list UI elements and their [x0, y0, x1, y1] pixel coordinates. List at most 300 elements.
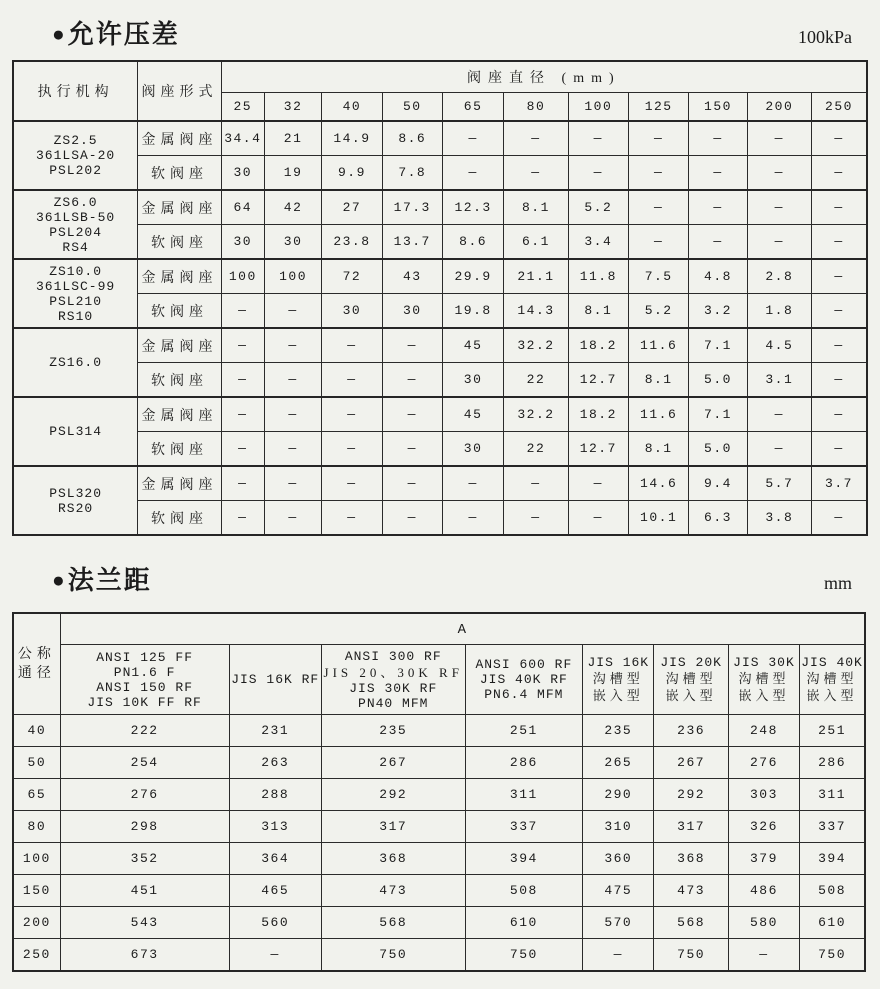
nominal-diameter-cell: 250 — [13, 939, 60, 972]
pressure-value-cell: — — [504, 466, 568, 501]
actuator-model-label: RS4 — [62, 239, 89, 255]
size-column-header: 40 — [322, 93, 382, 122]
flange-standard-label: JIS 20K — [660, 655, 722, 670]
flange-table-head — [13, 613, 865, 715]
pressure-value-cell: — — [812, 432, 867, 467]
pressure-value-cell: 18.2 — [568, 328, 628, 363]
flange-standard-label: PN6.4 MFM — [484, 687, 564, 702]
flange-distance-cell: 317 — [321, 811, 465, 843]
flange-distance-cell: 394 — [800, 843, 865, 875]
flange-distance-cell: 508 — [800, 875, 865, 907]
seat-type-cell: 软阀座 — [138, 363, 221, 398]
pressure-value-cell: 8.1 — [504, 190, 568, 225]
actuator-model-label: ZS6.0 — [53, 194, 98, 210]
flange-distance-cell: 337 — [800, 811, 865, 843]
pressure-value-cell: 3.2 — [689, 294, 747, 329]
nominal-diameter-label: 通径 — [17, 666, 56, 681]
pressure-value-cell: 14.6 — [628, 466, 688, 501]
nominal-diameter-header — [13, 613, 60, 715]
flange-standard-label: 沟槽型 — [738, 671, 790, 686]
flange-standard-label: 嵌入型 — [806, 688, 858, 703]
flange-standard-label: ANSI 600 RF — [475, 657, 573, 672]
size-column-header: 65 — [442, 93, 503, 122]
actuator-model-label: 361LSC-99 — [36, 278, 116, 294]
flange-distance-cell: 352 — [60, 843, 229, 875]
flange-standard-label: 沟槽型 — [806, 671, 858, 686]
pressure-value-cell: — — [812, 328, 867, 363]
pressure-value-cell: 21.1 — [504, 259, 568, 294]
table-row — [13, 939, 865, 972]
flange-table-body — [13, 715, 865, 972]
pressure-value-cell: — — [322, 501, 382, 536]
pressure-value-cell: — — [628, 156, 688, 191]
flange-standard-label: JIS 16K — [587, 655, 650, 670]
flange-distance-cell: 303 — [728, 779, 799, 811]
flange-distance-cell: 290 — [583, 779, 654, 811]
seat-type-cell: 软阀座 — [138, 225, 221, 260]
pressure-value-cell: — — [442, 466, 503, 501]
actuator-model-label: RS20 — [58, 500, 94, 516]
pressure-value-cell: 8.1 — [628, 432, 688, 467]
pressure-value-cell: 22 — [504, 363, 568, 398]
pressure-value-cell: — — [747, 190, 811, 225]
pressure-value-cell: — — [221, 397, 264, 432]
flange-standard-label: JIS 10K FF RF — [87, 694, 202, 710]
flange-distance-cell: 263 — [229, 747, 321, 779]
pressure-value-cell: — — [628, 121, 688, 156]
pressure-value-cell: 27 — [322, 190, 382, 225]
flange-distance-table — [12, 612, 866, 972]
flange-distance-cell: 364 — [229, 843, 321, 875]
actuator-model-label: 361LSA-20 — [36, 148, 116, 163]
pressure-value-cell: 3.7 — [812, 466, 867, 501]
flange-distance-cell: 337 — [465, 811, 583, 843]
pressure-value-cell: — — [221, 466, 264, 501]
pressure-value-cell: — — [812, 259, 867, 294]
table-row — [13, 715, 865, 747]
pressure-value-cell: 10.1 — [628, 501, 688, 536]
actuator-model-label: ZS16.0 — [49, 355, 103, 370]
nominal-diameter-cell: 40 — [13, 715, 60, 747]
pressure-value-cell: — — [504, 501, 568, 536]
table-row — [13, 190, 867, 225]
flange-distance-cell: 508 — [465, 875, 583, 907]
pressure-value-cell: — — [382, 466, 442, 501]
pressure-value-cell: 45 — [442, 397, 503, 432]
flange-standard-label: PN40 MFM — [358, 695, 429, 711]
table-row — [13, 811, 865, 843]
pressure-value-cell: 45 — [442, 328, 503, 363]
size-column-header: 80 — [504, 93, 568, 122]
flange-distance-cell: 267 — [321, 747, 465, 779]
flange-distance-cell: 286 — [465, 747, 583, 779]
pressure-value-cell: 30 — [322, 294, 382, 329]
pressure-value-cell: — — [264, 466, 321, 501]
flange-distance-cell: 265 — [583, 747, 654, 779]
flange-standard-column-header — [465, 645, 583, 715]
flange-standard-label: ANSI 125 FF — [96, 649, 194, 665]
bullet-icon: ● — [52, 568, 67, 592]
size-column-header: 32 — [264, 93, 321, 122]
pressure-value-cell: 6.1 — [504, 225, 568, 260]
actuator-model-label: RS10 — [58, 308, 94, 324]
flange-distance-cell: 368 — [654, 843, 728, 875]
flange-distance-cell: 473 — [321, 875, 465, 907]
actuator-cell — [13, 466, 138, 535]
flange-distance-cell: 610 — [800, 907, 865, 939]
seat-type-cell: 金属阀座 — [138, 397, 221, 432]
pressure-value-cell: 30 — [221, 225, 264, 260]
pressure-value-cell: 72 — [322, 259, 382, 294]
flange-distance-cell: 568 — [654, 907, 728, 939]
seat-type-cell: 金属阀座 — [138, 466, 221, 501]
pressure-value-cell: 19 — [264, 156, 321, 191]
pressure-value-cell: 9.4 — [689, 466, 747, 501]
pressure-value-cell: — — [812, 225, 867, 260]
dimension-a-label: A — [457, 622, 468, 638]
seat-type-cell: 金属阀座 — [138, 190, 221, 225]
pressure-value-cell: 7.5 — [628, 259, 688, 294]
seat-type-cell: 金属阀座 — [138, 259, 221, 294]
pressure-value-cell: 5.0 — [689, 363, 747, 398]
actuator-model-label: PSL320 — [49, 485, 103, 501]
pressure-value-cell: — — [322, 466, 382, 501]
pressure-value-cell: — — [221, 328, 264, 363]
flange-distance-cell: 235 — [583, 715, 654, 747]
pressure-value-cell: — — [504, 121, 568, 156]
pressure-section-title — [52, 14, 180, 51]
pressure-table-body — [13, 121, 867, 535]
pressure-value-cell: 29.9 — [442, 259, 503, 294]
table-row — [13, 328, 867, 363]
pressure-value-cell: — — [747, 432, 811, 467]
table-row — [13, 466, 867, 501]
pressure-value-cell: — — [264, 397, 321, 432]
flange-distance-cell: 610 — [465, 907, 583, 939]
pressure-unit-label: 100kPa — [798, 27, 852, 47]
pressure-value-cell: 100 — [221, 259, 264, 294]
allowable-pressure-table — [12, 60, 868, 536]
pressure-value-cell: — — [322, 363, 382, 398]
pressure-value-cell: — — [264, 294, 321, 329]
flange-standard-label: PN1.6 F — [113, 664, 176, 680]
pressure-value-cell: — — [628, 190, 688, 225]
pressure-value-cell: 32.2 — [504, 397, 568, 432]
table-row — [13, 363, 867, 398]
flange-distance-cell: 248 — [728, 715, 799, 747]
flange-distance-cell: 473 — [654, 875, 728, 907]
bullet-icon: ● — [52, 22, 67, 46]
seat-type-cell: 软阀座 — [138, 501, 221, 536]
table-row — [13, 875, 865, 907]
size-column-header: 25 — [221, 93, 264, 122]
table-row — [13, 294, 867, 329]
flange-distance-cell: 231 — [229, 715, 321, 747]
size-column-header: 125 — [628, 93, 688, 122]
pressure-value-cell: — — [264, 501, 321, 536]
flange-distance-cell: — — [583, 939, 654, 972]
pressure-value-cell: 14.3 — [504, 294, 568, 329]
pressure-value-cell: — — [504, 156, 568, 191]
flange-distance-cell: 451 — [60, 875, 229, 907]
nominal-diameter-cell: 200 — [13, 907, 60, 939]
pressure-value-cell: 5.2 — [628, 294, 688, 329]
flange-standard-column-header — [728, 645, 799, 715]
section-title-text: 允许压差 — [67, 20, 180, 49]
flange-distance-cell: 292 — [321, 779, 465, 811]
flange-section-header — [0, 536, 880, 597]
pressure-value-cell: — — [689, 121, 747, 156]
flange-distance-cell: 543 — [60, 907, 229, 939]
pressure-value-cell: 23.8 — [322, 225, 382, 260]
flange-distance-cell: 750 — [654, 939, 728, 972]
flange-distance-cell: 235 — [321, 715, 465, 747]
pressure-value-cell: — — [382, 432, 442, 467]
pressure-value-cell: 11.6 — [628, 328, 688, 363]
flange-standard-label: 沟槽型 — [665, 671, 717, 686]
flange-standard-label: JIS 30K — [733, 655, 795, 670]
table-row — [13, 779, 865, 811]
pressure-value-cell: 3.8 — [747, 501, 811, 536]
table-row — [13, 259, 867, 294]
flange-standard-column-header — [654, 645, 728, 715]
pressure-value-cell: — — [382, 397, 442, 432]
flange-standard-label: JIS 20、30K RF — [323, 664, 463, 680]
flange-standard-column-header — [583, 645, 654, 715]
pressure-value-cell: — — [747, 156, 811, 191]
table-row — [13, 501, 867, 536]
pressure-value-cell: 9.9 — [322, 156, 382, 191]
pressure-value-cell: — — [264, 363, 321, 398]
flange-distance-cell: 310 — [583, 811, 654, 843]
table-row — [13, 121, 867, 156]
pressure-value-cell: 21 — [264, 121, 321, 156]
table-row — [13, 225, 867, 260]
size-column-header: 150 — [689, 93, 747, 122]
pressure-value-cell: — — [812, 397, 867, 432]
flange-distance-cell: 379 — [728, 843, 799, 875]
pressure-value-cell: 7.1 — [689, 328, 747, 363]
actuator-cell — [13, 121, 138, 190]
flange-standard-label: 嵌入型 — [665, 688, 717, 703]
seat-type-column-header: 阀座形式 — [138, 61, 221, 121]
pressure-value-cell: — — [322, 432, 382, 467]
nominal-diameter-cell: 80 — [13, 811, 60, 843]
flange-standard-label: JIS 40K RF — [479, 672, 568, 687]
pressure-value-cell: — — [442, 501, 503, 536]
flange-distance-cell: 251 — [465, 715, 583, 747]
dimension-a-header — [60, 613, 865, 645]
table-row — [13, 432, 867, 467]
flange-standard-label: JIS 40K — [801, 655, 863, 670]
table-row — [13, 907, 865, 939]
flange-standard-label: ANSI 150 RF — [96, 679, 194, 695]
pressure-value-cell: 5.2 — [568, 190, 628, 225]
pressure-value-cell: — — [812, 501, 867, 536]
pressure-value-cell: — — [442, 121, 503, 156]
pressure-value-cell: 30 — [442, 363, 503, 398]
flange-standard-column-header — [60, 645, 229, 715]
flange-distance-cell: 394 — [465, 843, 583, 875]
pressure-value-cell: — — [747, 121, 811, 156]
pressure-value-cell: 30 — [264, 225, 321, 260]
pressure-value-cell: 30 — [442, 432, 503, 467]
pressure-value-cell: — — [382, 328, 442, 363]
actuator-cell — [13, 328, 138, 397]
pressure-value-cell: 17.3 — [382, 190, 442, 225]
flange-distance-cell: 570 — [583, 907, 654, 939]
size-column-header: 200 — [747, 93, 811, 122]
flange-standard-label: JIS 16K RF — [231, 672, 320, 687]
pressure-value-cell: 34.4 — [221, 121, 264, 156]
pressure-value-cell: 5.0 — [689, 432, 747, 467]
flange-unit-label: mm — [823, 573, 852, 593]
pressure-value-cell: 30 — [382, 294, 442, 329]
flange-standard-column-header — [229, 645, 321, 715]
pressure-value-cell: — — [442, 156, 503, 191]
pressure-value-cell: 1.8 — [747, 294, 811, 329]
flange-distance-cell: — — [728, 939, 799, 972]
seat-type-cell: 软阀座 — [138, 432, 221, 467]
actuator-cell — [13, 397, 138, 466]
flange-distance-cell: 298 — [60, 811, 229, 843]
pressure-value-cell: 12.7 — [568, 432, 628, 467]
flange-standard-label: 沟槽型 — [592, 671, 644, 686]
flange-distance-cell: 254 — [60, 747, 229, 779]
size-column-header: 100 — [568, 93, 628, 122]
nominal-diameter-label: 公称 — [17, 647, 56, 662]
flange-distance-cell: 326 — [728, 811, 799, 843]
pressure-value-cell: — — [568, 501, 628, 536]
flange-distance-cell: 313 — [229, 811, 321, 843]
table-row — [13, 397, 867, 432]
header-row — [13, 645, 865, 715]
flange-distance-cell: 368 — [321, 843, 465, 875]
flange-distance-cell: 292 — [654, 779, 728, 811]
pressure-value-cell: 32.2 — [504, 328, 568, 363]
flange-distance-cell: 286 — [800, 747, 865, 779]
pressure-value-cell: 11.8 — [568, 259, 628, 294]
nominal-diameter-cell: 100 — [13, 843, 60, 875]
flange-distance-cell: 475 — [583, 875, 654, 907]
pressure-value-cell: 22 — [504, 432, 568, 467]
flange-distance-cell: 750 — [465, 939, 583, 972]
actuator-cell — [13, 259, 138, 328]
pressure-value-cell: — — [322, 397, 382, 432]
pressure-value-cell: 8.6 — [382, 121, 442, 156]
actuator-cell — [13, 190, 138, 259]
pressure-value-cell: 12.3 — [442, 190, 503, 225]
section-title-text: 法兰距 — [67, 566, 152, 595]
actuator-model-label: ZS2.5 — [53, 133, 98, 148]
flange-distance-cell: 486 — [728, 875, 799, 907]
pressure-value-cell: — — [628, 225, 688, 260]
flange-distance-cell: 560 — [229, 907, 321, 939]
pressure-value-cell: — — [264, 328, 321, 363]
pressure-value-cell: — — [382, 363, 442, 398]
pressure-value-cell: 42 — [264, 190, 321, 225]
flange-distance-cell: 222 — [60, 715, 229, 747]
pressure-value-cell: 3.1 — [747, 363, 811, 398]
pressure-value-cell: 6.3 — [689, 501, 747, 536]
header-row — [13, 613, 865, 645]
table-row — [13, 747, 865, 779]
pressure-value-cell: 30 — [221, 156, 264, 191]
pressure-value-cell: — — [747, 397, 811, 432]
pressure-value-cell: — — [747, 225, 811, 260]
pressure-value-cell: 2.8 — [747, 259, 811, 294]
seat-type-cell: 软阀座 — [138, 294, 221, 329]
flange-distance-cell: 360 — [583, 843, 654, 875]
actuator-model-label: ZS10.0 — [49, 263, 103, 279]
flange-standard-label: 嵌入型 — [738, 688, 790, 703]
pressure-value-cell: 4.5 — [747, 328, 811, 363]
actuator-model-label: PSL210 — [49, 293, 103, 309]
flange-standard-label: ANSI 300 RF — [344, 648, 442, 664]
flange-distance-cell: 251 — [800, 715, 865, 747]
pressure-value-cell: — — [221, 363, 264, 398]
pressure-value-cell: 7.8 — [382, 156, 442, 191]
nominal-diameter-cell: 150 — [13, 875, 60, 907]
pressure-value-cell: 8.1 — [628, 363, 688, 398]
pressure-value-cell: — — [812, 190, 867, 225]
flange-standard-column-header — [800, 645, 865, 715]
pressure-value-cell: — — [812, 121, 867, 156]
pressure-value-cell: 12.7 — [568, 363, 628, 398]
flange-standard-label: JIS 30K RF — [349, 680, 438, 696]
flange-distance-cell: 311 — [800, 779, 865, 811]
flange-distance-cell: 311 — [465, 779, 583, 811]
pressure-value-cell: — — [812, 363, 867, 398]
pressure-value-cell: — — [812, 156, 867, 191]
pressure-value-cell: — — [221, 432, 264, 467]
size-column-header: 250 — [812, 93, 867, 122]
flange-distance-cell: 317 — [654, 811, 728, 843]
table-row — [13, 843, 865, 875]
pressure-value-cell: 8.6 — [442, 225, 503, 260]
actuator-model-label: 361LSB-50 — [36, 209, 116, 225]
pressure-value-cell: — — [689, 225, 747, 260]
pressure-value-cell: 14.9 — [322, 121, 382, 156]
nominal-diameter-cell: 65 — [13, 779, 60, 811]
pressure-value-cell: — — [689, 190, 747, 225]
pressure-value-cell: 13.7 — [382, 225, 442, 260]
seat-type-cell: 软阀座 — [138, 156, 221, 191]
pressure-value-cell: 18.2 — [568, 397, 628, 432]
pressure-value-cell: 43 — [382, 259, 442, 294]
pressure-value-cell: — — [382, 501, 442, 536]
size-column-header: 50 — [382, 93, 442, 122]
flange-distance-cell: 288 — [229, 779, 321, 811]
pressure-value-cell: 7.1 — [689, 397, 747, 432]
pressure-value-cell: — — [264, 432, 321, 467]
pressure-value-cell: 11.6 — [628, 397, 688, 432]
flange-distance-cell: 267 — [654, 747, 728, 779]
actuator-model-label: PSL202 — [49, 163, 103, 178]
flange-standard-column-header — [321, 645, 465, 715]
pressure-value-cell: 64 — [221, 190, 264, 225]
pressure-value-cell: — — [812, 294, 867, 329]
flange-distance-cell: 236 — [654, 715, 728, 747]
pressure-value-cell: 19.8 — [442, 294, 503, 329]
flange-distance-cell: 276 — [60, 779, 229, 811]
pressure-value-cell: — — [221, 501, 264, 536]
pressure-value-cell: 5.7 — [747, 466, 811, 501]
actuator-model-label: PSL314 — [49, 424, 103, 439]
table-row — [13, 156, 867, 191]
header-row — [13, 61, 867, 93]
pressure-value-cell: — — [568, 466, 628, 501]
